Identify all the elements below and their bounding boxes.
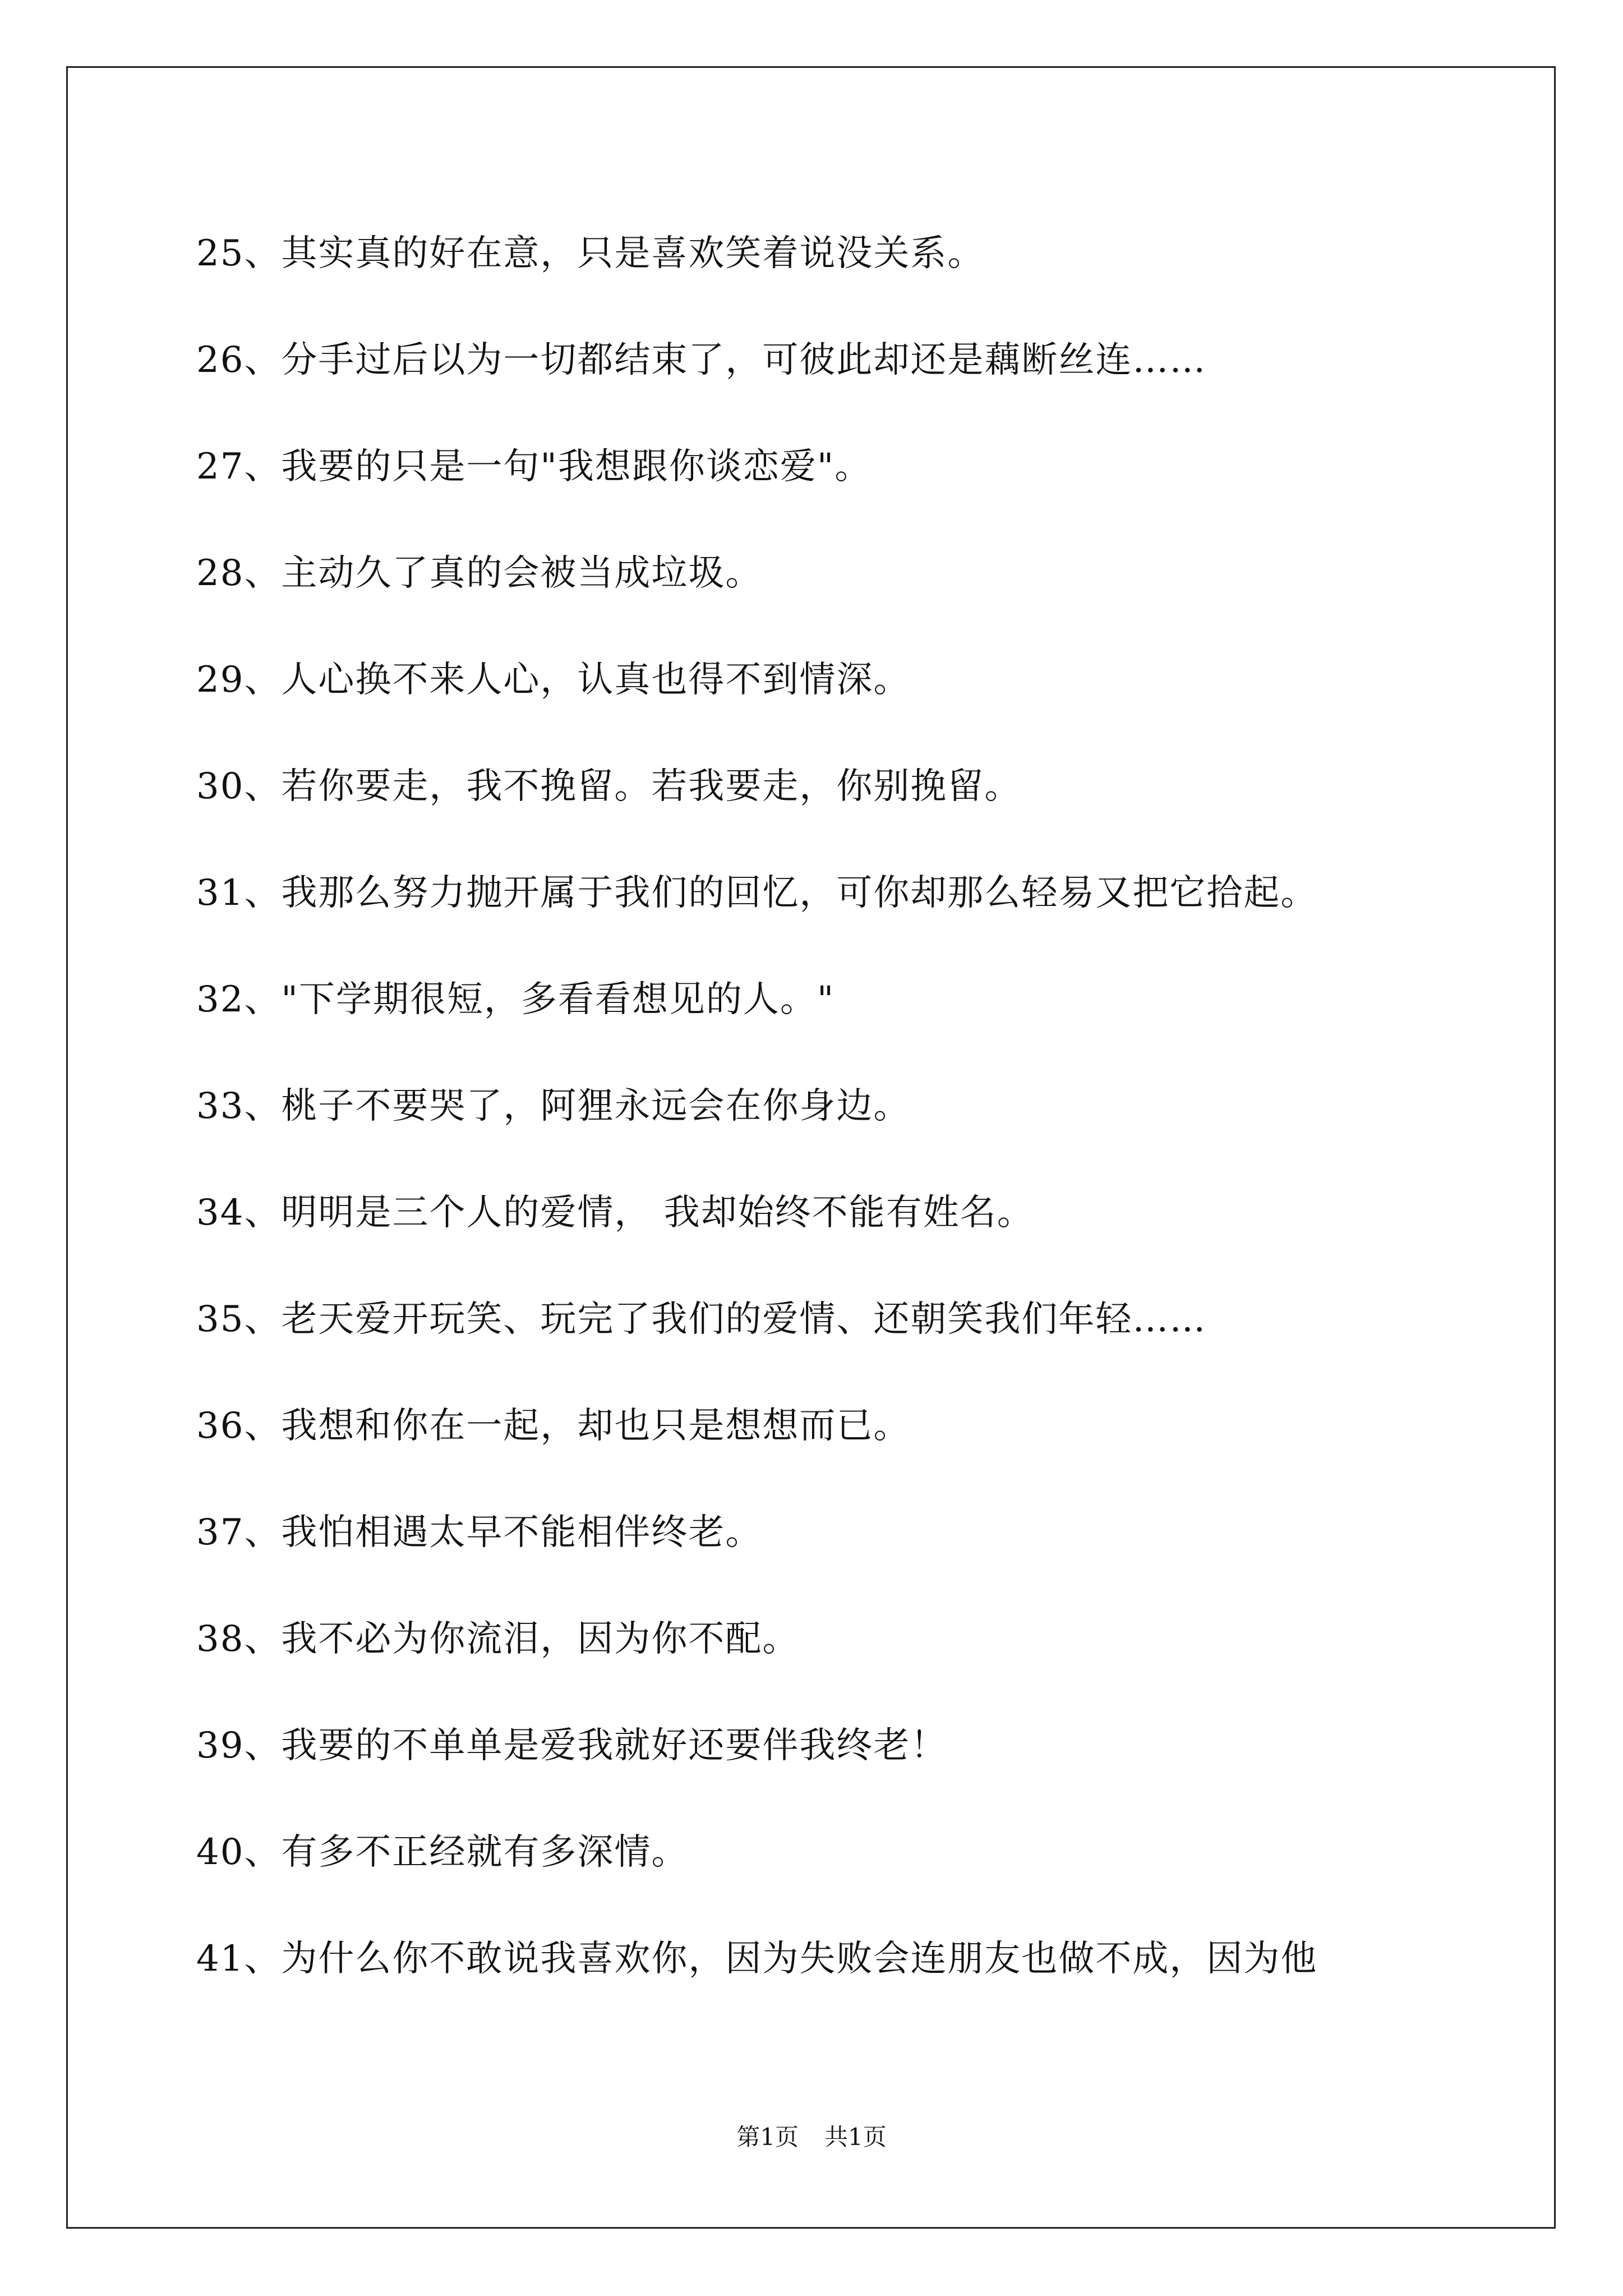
quote-line: 25、其实真的好在意，只是喜欢笑着说没关系。	[196, 233, 985, 274]
page-number: 第1页	[736, 2123, 799, 2151]
quote-line: 31、我那么努力抛开属于我们的回忆，可你却那么轻易又把它拾起。	[196, 872, 1318, 914]
quote-line: 26、分手过后以为一切都结束了，可彼此却还是藕断丝连……	[196, 339, 1207, 381]
quote-line: 37、我怕相遇太早不能相伴终老。	[196, 1512, 763, 1553]
quote-line: 38、我不必为你流泪，因为你不配。	[196, 1618, 800, 1660]
quote-line: 41、为什么你不敢说我喜欢你，因为失败会连朋友也做不成，因为他	[196, 1938, 1318, 1980]
quote-line: 35、老天爱开玩笑、玩完了我们的爱情、还朝笑我们年轻……	[196, 1299, 1207, 1340]
quote-line: 28、主动久了真的会被当成垃圾。	[196, 553, 763, 594]
quote-line: 40、有多不正经就有多深情。	[196, 1832, 689, 1873]
page-total: 共1页	[824, 2123, 887, 2151]
quote-line: 30、若你要走，我不挽留。若我要走，你别挽留。	[196, 766, 1022, 807]
quote-line: 34、明明是三个人的爱情， 我却始终不能有姓名。	[196, 1192, 1034, 1234]
quote-line: 33、桃子不要哭了，阿狸永远会在你身边。	[196, 1085, 911, 1127]
quote-list	[196, 220, 1486, 2032]
quote-line: 27、我要的只是一句"我想跟你谈恋爱"。	[196, 446, 872, 487]
quote-line: 29、人心换不来人心，认真也得不到情深。	[196, 659, 911, 701]
quote-line: 39、我要的不单单是爱我就好还要伴我终老！	[196, 1725, 948, 1766]
page-footer	[0, 2120, 1623, 2154]
quote-line: 36、我想和你在一起，却也只是想想而已。	[196, 1405, 911, 1447]
quote-line: 32、"下学期很短，多看看想见的人。"	[196, 979, 835, 1020]
